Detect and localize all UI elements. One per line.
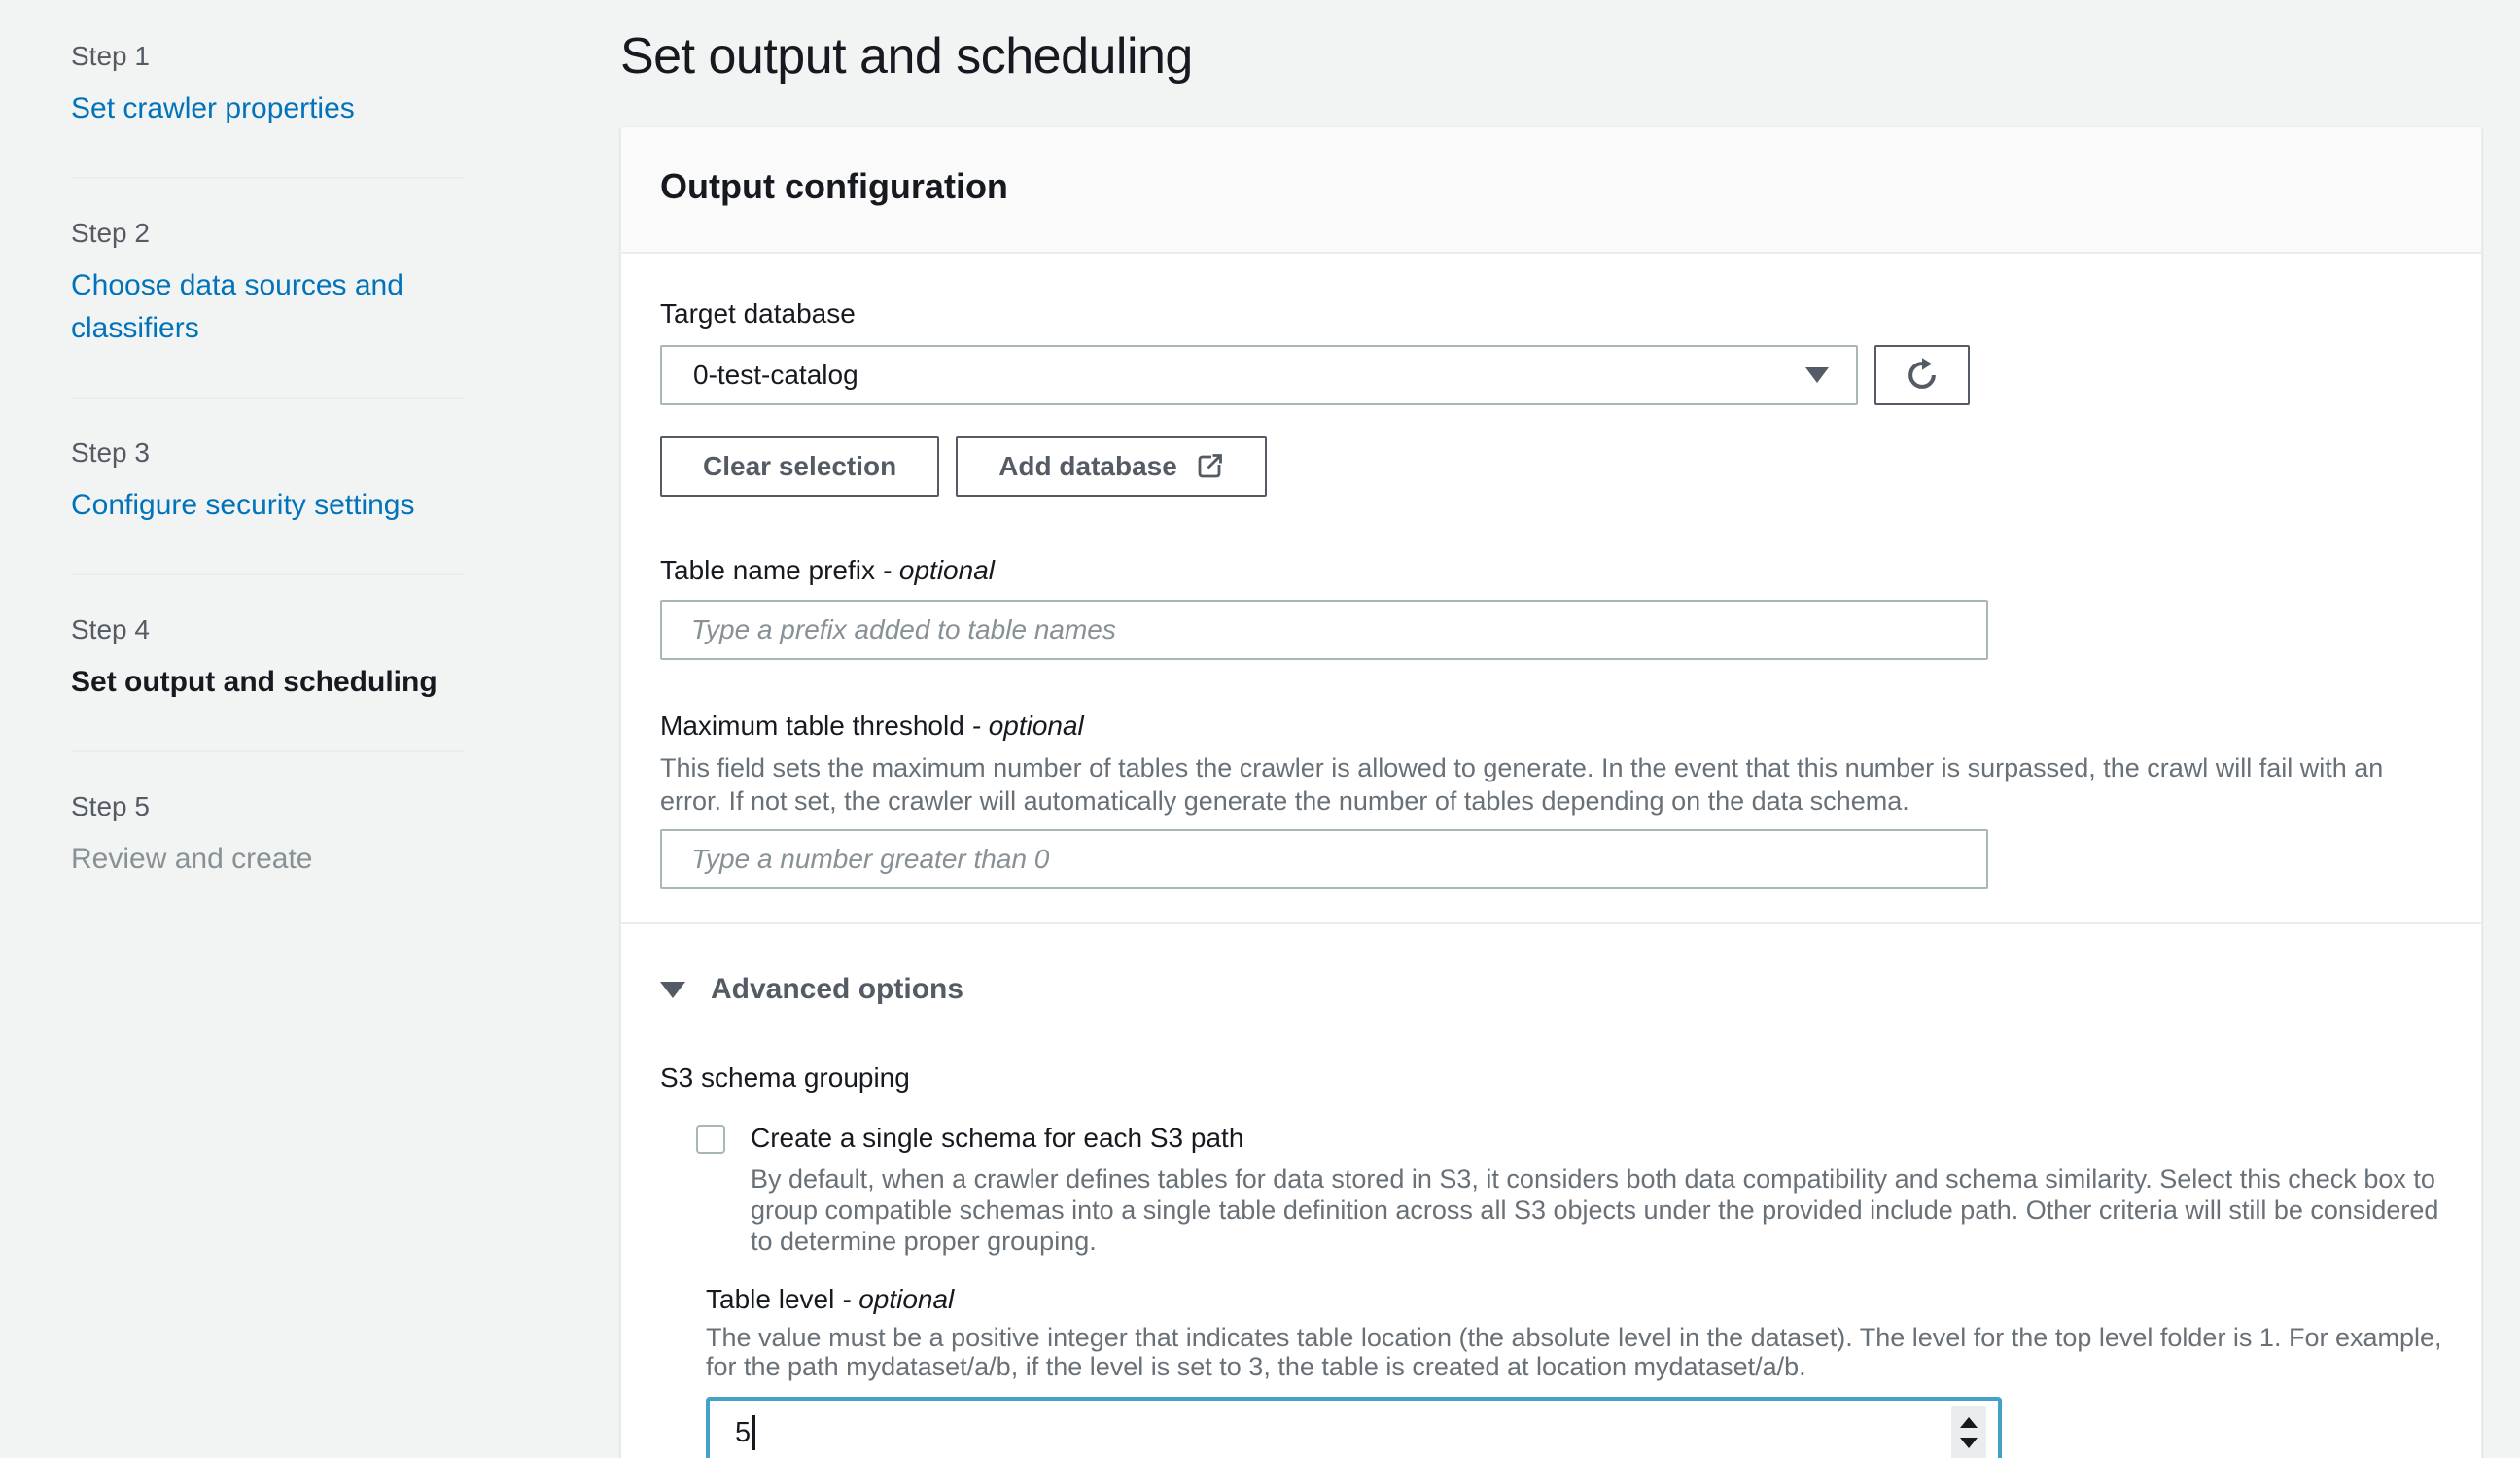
label-text: Table level xyxy=(706,1284,835,1314)
external-link-icon xyxy=(1195,452,1224,481)
output-configuration-panel xyxy=(620,126,2482,1458)
wizard-steps-sidebar xyxy=(0,0,465,1458)
advanced-options-title: Advanced options xyxy=(711,973,964,1005)
step-item-5 xyxy=(71,752,465,927)
s3-schema-grouping-label: S3 schema grouping xyxy=(660,1062,910,1093)
target-database-select[interactable] xyxy=(660,345,1858,405)
steps-list xyxy=(71,12,465,927)
max-table-threshold-field xyxy=(660,709,2442,889)
table-level-label xyxy=(706,1282,2442,1317)
stepper-up-icon[interactable] xyxy=(1960,1417,1978,1428)
optional-text: - optional xyxy=(882,555,995,585)
label-text: Maximum table threshold xyxy=(660,711,964,741)
step-number: Step 1 xyxy=(71,41,150,71)
sidebar-item-review-create: Review and create xyxy=(71,843,313,875)
sidebar-item-set-crawler-properties[interactable]: Set crawler properties xyxy=(71,92,355,124)
optional-text: - optional xyxy=(842,1284,955,1314)
table-name-prefix-label xyxy=(660,553,2442,588)
step-number: Step 3 xyxy=(71,437,150,468)
step-number: Step 2 xyxy=(71,218,150,248)
table-level-field xyxy=(706,1282,2442,1458)
target-database-row xyxy=(660,345,2442,405)
main-content xyxy=(620,0,2482,1458)
step-item-4 xyxy=(71,575,465,752)
page-title: Set output and scheduling xyxy=(620,28,1193,85)
single-schema-checkbox-label[interactable]: Create a single schema for each S3 path xyxy=(751,1123,1244,1153)
max-table-threshold-label xyxy=(660,709,2442,744)
panel-title: Output configuration xyxy=(660,166,1008,206)
refresh-databases-button[interactable] xyxy=(1874,345,1970,405)
table-name-prefix-input[interactable] xyxy=(660,600,1988,660)
max-table-threshold-description: This field sets the maximum number of tables the crawler is allowed to generate. In the event that this number is surpassed, the crawl will fail with an error. If not set, the crawler will automatically generate the number of tables depending on the data schema. xyxy=(660,753,2384,816)
section-divider xyxy=(621,922,2481,924)
sidebar-item-set-output-current: Set output and scheduling xyxy=(71,666,438,698)
clear-selection-button[interactable]: Clear selection xyxy=(660,436,939,497)
text-cursor xyxy=(752,1415,755,1450)
database-actions-row xyxy=(660,436,2442,497)
triangle-down-icon xyxy=(660,982,685,998)
target-database-label: Target database xyxy=(660,298,856,329)
sidebar-item-configure-security[interactable]: Configure security settings xyxy=(71,489,415,521)
table-name-prefix-field xyxy=(660,553,2442,660)
refresh-icon xyxy=(1904,357,1941,394)
max-table-threshold-input[interactable] xyxy=(660,829,1988,889)
step-item-2 xyxy=(71,179,465,399)
stepper-down-icon[interactable] xyxy=(1960,1438,1978,1448)
checkbox-content xyxy=(751,1121,2442,1257)
step-item-1 xyxy=(71,12,465,179)
add-database-label: Add database xyxy=(998,451,1177,481)
table-level-value: 5 xyxy=(735,1416,752,1448)
number-stepper-icon[interactable] xyxy=(1951,1406,1986,1458)
single-schema-checkbox-description: By default, when a crawler defines tables for data stored in S3, it considers both data compatibility and schema similarity. Select this check box to group compatible schemas into a single table definition across all S3 objects under the provided include path. Other criteria will still be considered to determine proper grouping. xyxy=(751,1164,2439,1256)
sidebar-item-choose-data-sources[interactable]: Choose data sources and classifiers xyxy=(71,269,403,344)
table-level-description: The value must be a positive integer that indicates table location (the absolute level in the dataset). The level for the top level folder is 1. For example, for the path mydataset/a/b, if the level is set to 3, the table is created at location mydataset/a/b. xyxy=(706,1323,2442,1381)
step-number: Step 4 xyxy=(71,614,150,644)
advanced-options-toggle[interactable] xyxy=(660,973,2442,1006)
add-database-button[interactable] xyxy=(956,436,1267,497)
step-number: Step 5 xyxy=(71,791,150,821)
single-schema-checkbox[interactable] xyxy=(696,1125,725,1154)
chevron-down-icon xyxy=(1805,367,1829,383)
table-level-input[interactable] xyxy=(706,1397,2002,1458)
selected-database-value: 0-test-catalog xyxy=(693,360,858,390)
panel-body xyxy=(621,296,2481,1458)
step-item-3 xyxy=(71,399,465,575)
target-database-field xyxy=(660,296,2442,497)
single-schema-checkbox-row xyxy=(696,1121,2442,1257)
label-text: Table name prefix xyxy=(660,555,876,585)
optional-text: - optional xyxy=(971,711,1084,741)
panel-header xyxy=(621,127,2481,254)
